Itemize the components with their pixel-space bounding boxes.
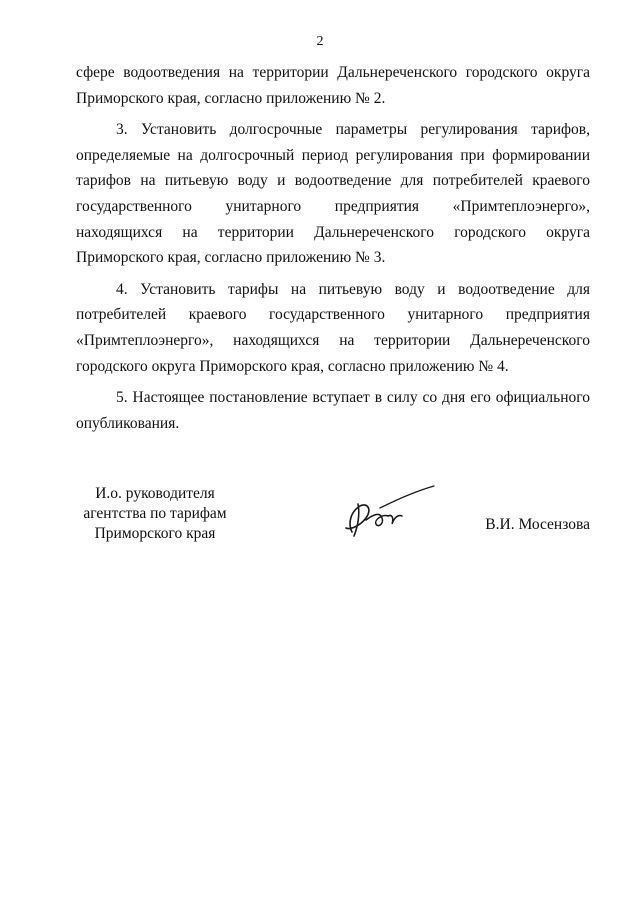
paragraph-continuation: сфере водоотведения на территории Дальнереченского городского округа Приморского края, согласно приложению № 2.: [76, 64, 590, 107]
signatory-position-line: Приморского края: [94, 525, 216, 542]
paragraph-item-4: 4. Установить тарифы на питьевую воду и водоотведение для потребителей краевого государственного унитарного предприятия «Примтеплоэнерго», находящихся на территории Дальнереченского городского округа Приморского края, согласно приложению № 4.: [76, 280, 590, 375]
signatory-name: В.И. Мосензова: [485, 516, 590, 533]
paragraph-item-5: 5. Настоящее постановление вступает в силу со дня его официального опубликования.: [76, 389, 590, 432]
signatory-position-line: агентства по тарифам: [83, 505, 227, 522]
document-body: [76, 60, 590, 442]
paragraph-item-3: 3. Установить долгосрочные параметры регулирования тарифов, определяемые на долгосрочный период регулирования при формировании тарифов на питьевую воду и водоотведение для потребителей краевого государственного унитарного предприятия «Примтеплоэнерго», находящихся на территории Дальнереченского городского округа Приморского края, согласно приложению № 3.: [76, 121, 590, 267]
page-number: 2: [316, 34, 324, 49]
signatory-position: [70, 484, 240, 544]
signatory-position-line: И.о. руководителя: [95, 485, 215, 502]
signature-block: [0, 484, 640, 554]
handwritten-signature: [330, 484, 440, 544]
